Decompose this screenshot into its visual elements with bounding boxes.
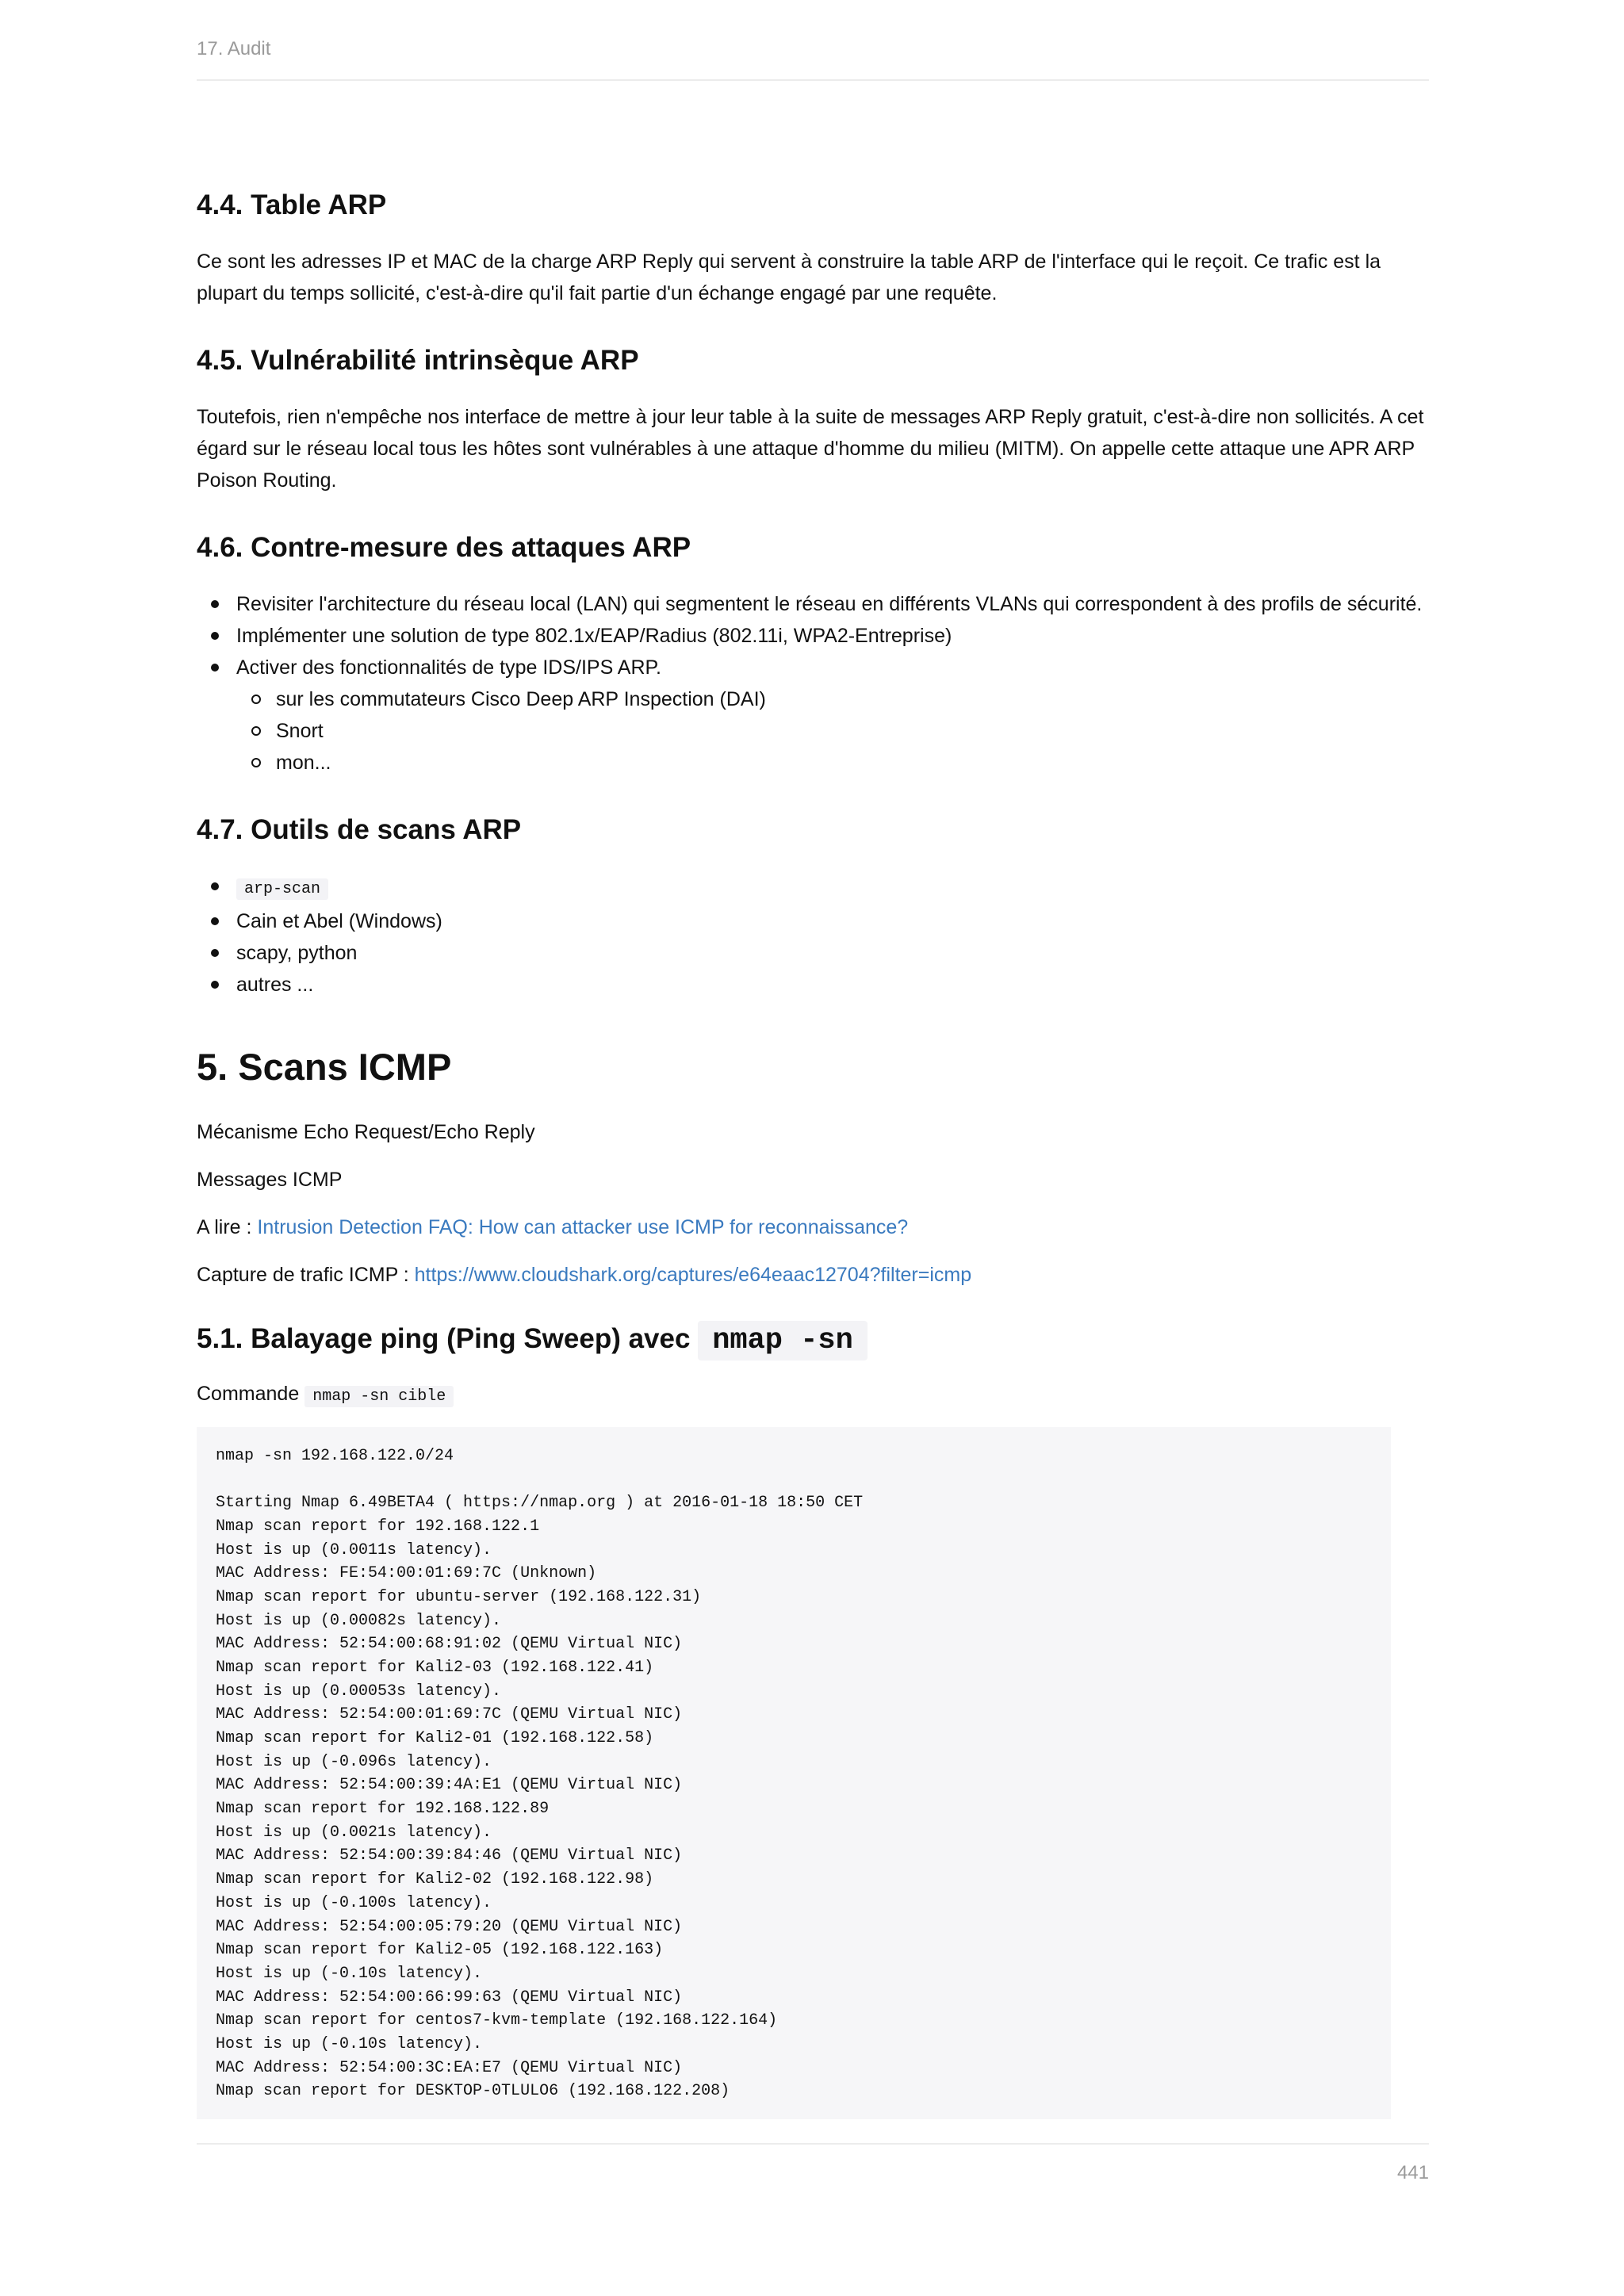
code-line: MAC Address: 52:54:00:66:99:63 (QEMU Virtual NIC) xyxy=(216,1988,683,2007)
nmap-sn-code: nmap -sn xyxy=(698,1321,868,1360)
code-line: Host is up (-0.10s latency). xyxy=(216,2034,483,2053)
running-header: 17. Audit xyxy=(197,38,271,59)
code-line: MAC Address: 52:54:00:68:91:02 (QEMU Virtual NIC) xyxy=(216,1635,683,1654)
code-line: MAC Address: FE:54:00:01:69:7C (Unknown) xyxy=(216,1564,597,1583)
read-reference xyxy=(197,1211,1429,1243)
page-number: 441 xyxy=(1396,2162,1429,2183)
section-4-6 xyxy=(197,531,1429,779)
list-item: Revisiter l'architecture du réseau local (LAN) qui segmentent le réseau en différents VLANs qui correspondent à des profils de sécurité. xyxy=(236,588,1429,620)
code-line: Host is up (0.0011s latency). xyxy=(216,1540,492,1559)
section-4-4 xyxy=(197,189,1429,309)
code-line: Nmap scan report for Kali2-05 (192.168.122.163) xyxy=(216,1941,664,1960)
section-5 xyxy=(197,1045,1429,1291)
list-item: autres ... xyxy=(236,969,1429,1001)
section-4-6-heading: 4.6. Contre-mesure des attaques ARP xyxy=(197,532,691,563)
code-line: nmap -sn 192.168.122.0/24 xyxy=(216,1446,454,1465)
section-5-heading: 5. Scans ICMP xyxy=(197,1046,452,1088)
code-line: Nmap scan report for DESKTOP-0TLULO6 (192.168.122.208) xyxy=(216,2082,730,2101)
section-5-paragraph-messages: Messages ICMP xyxy=(197,1169,343,1192)
section-4-5-body: Toutefois, rien n'empêche nos interface de mettre à jour leur table à la suite de messages ARP Reply gratuit, c'est-à-dire non sollicités. A cet égard sur le réseau local tous les hôtes sont vulnérables à une attaque d'homme du milieu (MITM). On appelle cette attaque une APR ARP Poison Routing. xyxy=(197,406,1424,492)
command-label: Commande xyxy=(197,1382,300,1405)
sublist-item: mon... xyxy=(276,747,1429,779)
arp-scan-code: arp-scan xyxy=(236,878,328,900)
code-line: MAC Address: 52:54:00:39:4A:E1 (QEMU Virtual NIC) xyxy=(216,1776,683,1795)
code-line: Nmap scan report for Kali2-01 (192.168.122.58) xyxy=(216,1729,654,1748)
code-line: Host is up (-0.096s latency). xyxy=(216,1752,492,1771)
section-5-1-heading xyxy=(197,1322,1429,1358)
code-line: Host is up (0.00053s latency). xyxy=(216,1682,502,1701)
code-line: Nmap scan report for 192.168.122.89 xyxy=(216,1800,550,1819)
code-line xyxy=(216,1468,1372,1491)
code-line: Starting Nmap 6.49BETA4 ( https://nmap.org ) at 2016-01-18 18:50 CET xyxy=(216,1494,864,1513)
section-5-paragraph-echo: Mécanisme Echo Request/Echo Reply xyxy=(197,1121,535,1144)
code-line: Nmap scan report for centos7-kvm-template (192.168.122.164) xyxy=(216,2011,778,2030)
sublist-item: sur les commutateurs Cisco Deep ARP Inspection (DAI) xyxy=(276,683,1429,715)
arp-tools-list xyxy=(197,871,1429,1001)
code-line: MAC Address: 52:54:00:05:79:20 (QEMU Virtual NIC) xyxy=(216,1917,683,1936)
header-divider xyxy=(197,79,1429,81)
code-line: Nmap scan report for ubuntu-server (192.168.122.31) xyxy=(216,1587,702,1606)
nmap-output-codeblock xyxy=(197,1427,1391,2119)
section-4-4-heading: 4.4. Table ARP xyxy=(197,189,387,220)
ids-sublist xyxy=(236,683,1429,779)
code-line: Nmap scan report for 192.168.122.1 xyxy=(216,1517,540,1536)
capture-reference xyxy=(197,1259,1429,1291)
code-line: Host is up (0.0021s latency). xyxy=(216,1823,492,1842)
code-line: Host is up (-0.100s latency). xyxy=(216,1893,492,1912)
code-line: Nmap scan report for Kali2-02 (192.168.122.98) xyxy=(216,1870,654,1889)
section-4-5 xyxy=(197,344,1429,496)
list-item xyxy=(236,652,1429,779)
page-content xyxy=(197,189,1429,2119)
section-5-1 xyxy=(197,1322,1429,2118)
section-4-7 xyxy=(197,813,1429,1001)
list-item: Implémenter une solution de type 802.1x/EAP/Radius (802.11i, WPA2-Entreprise) xyxy=(236,620,1429,652)
command-code: nmap -sn cible xyxy=(304,1386,454,1407)
list-item: scapy, python xyxy=(236,937,1429,969)
code-line: MAC Address: 52:54:00:39:84:46 (QEMU Virtual NIC) xyxy=(216,1846,683,1866)
section-4-5-heading: 4.5. Vulnérabilité intrinsèque ARP xyxy=(197,345,639,376)
code-line: MAC Address: 52:54:00:01:69:7C (QEMU Virtual NIC) xyxy=(216,1705,683,1724)
section-4-4-body: Ce sont les adresses IP et MAC de la charge ARP Reply qui servent à construire la table ARP de l'interface qui le reçoit. Ce trafic est la plupart du temps sollicité, c'est-à-dire qu'il fait partie d'un échange engagé par une requête. xyxy=(197,251,1381,304)
command-line xyxy=(197,1378,1429,1413)
code-line: Nmap scan report for Kali2-03 (192.168.122.41) xyxy=(216,1658,654,1677)
countermeasures-list xyxy=(197,588,1429,779)
list-item-text: Activer des fonctionnalités de type IDS/IPS ARP. xyxy=(236,656,661,679)
section-5-1-heading-text: 5.1. Balayage ping (Ping Sweep) avec xyxy=(197,1323,691,1355)
section-4-7-heading: 4.7. Outils de scans ARP xyxy=(197,814,522,845)
capture-label: Capture de trafic ICMP : xyxy=(197,1264,415,1287)
code-line: Host is up (-0.10s latency). xyxy=(216,1964,483,1983)
code-line: Host is up (0.00082s latency). xyxy=(216,1611,502,1630)
list-item: Cain et Abel (Windows) xyxy=(236,905,1429,937)
cloudshark-capture-link[interactable]: https://www.cloudshark.org/captures/e64eaac12704?filter=icmp xyxy=(414,1264,972,1287)
code-line: MAC Address: 52:54:00:3C:EA:E7 (QEMU Virtual NIC) xyxy=(216,2058,683,2077)
sublist-item: Snort xyxy=(276,715,1429,747)
list-item xyxy=(236,871,1429,905)
icmp-faq-link[interactable]: Intrusion Detection FAQ: How can attacker use ICMP for reconnaissance? xyxy=(257,1216,909,1239)
read-label: A lire : xyxy=(197,1216,258,1239)
footer-divider xyxy=(197,2143,1429,2145)
